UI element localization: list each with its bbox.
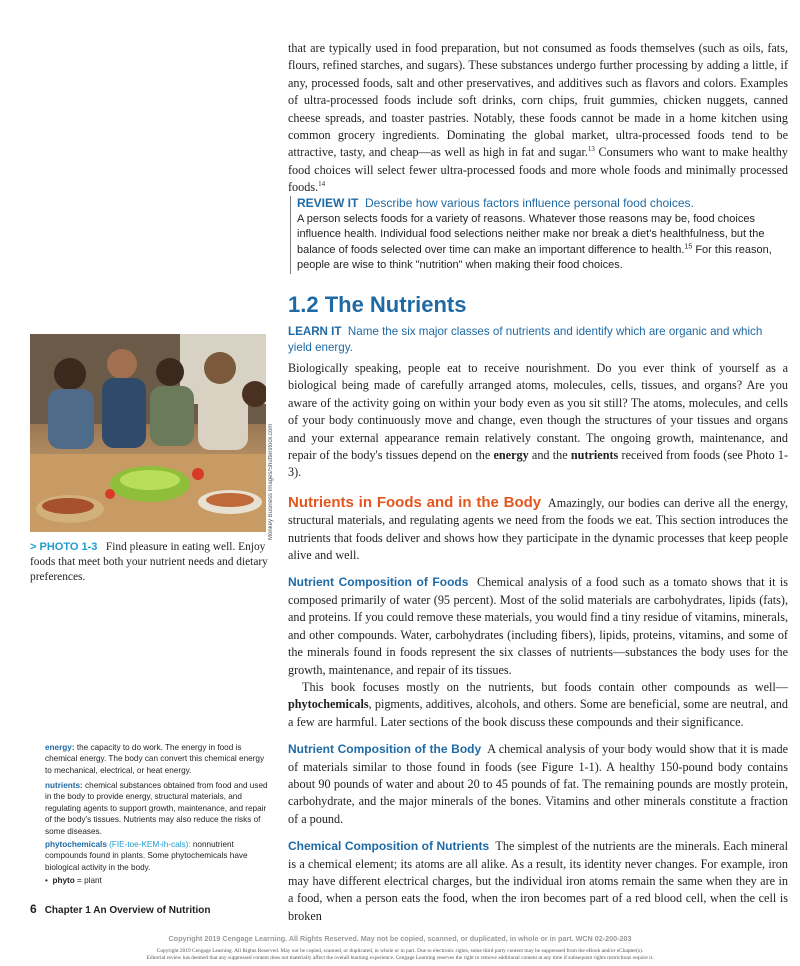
body-paragraph <box>288 741 788 828</box>
copyright-fineprint <box>0 948 800 962</box>
p5-text: A chemical analysis of your body would show that it is made of materials similar to those found in foods (see Figure 1-1). A healthy 150-pound body contains about 90 pounds of water and about 20 to 45 pounds of fat. The remaining pounds are mostly protein, carbohydrate, and the major minerals of the bones. Vitamins and other minerals constitute a fraction of a pound. <box>288 742 789 826</box>
p1-text-b: received from foods (see Photo 1-3). <box>288 448 788 480</box>
intro-text-b: Consumers who want to make healthy food choices will select fewer ultra-processed foods and more whole foods and minimally processed foods. <box>288 145 788 195</box>
body-paragraph <box>288 679 788 731</box>
p1-text-a: Biologically speaking, people eat to receive nourishment. Do you ever think of yourself as a biological being made of carefully arranged atoms, molecules, cells, tissues, and organs? Are you aware of the activity going on within your body even as you sit still? The atoms, molecules, and cells of your body continuously move and change, even though the structures of your tissues and organs and your external appearance remain relatively constant. The ongoing growth, maintenance, and repair of the body's tissues depend on the <box>288 361 788 463</box>
p4-text-b: , pigments, additives, alcohols, and others. Some are beneficial, some are neutral, and a few are harmful. Later sections of the book discuss these compounds and their significance. <box>288 697 788 729</box>
glossary-energy <box>45 742 270 776</box>
photo-illustration <box>30 334 266 532</box>
p4-text-a: This book focuses mostly on the nutrients, but foods contain other compounds as well— <box>302 679 788 694</box>
bullet: • <box>45 876 48 885</box>
review-it-label: REVIEW IT <box>297 196 359 210</box>
photo-credit: Monkey Business Images/Shutterstock.com <box>268 423 274 540</box>
section-title: 1.2 The Nutrients <box>288 292 467 317</box>
body-paragraph <box>288 574 788 678</box>
subsection-heading: Nutrients in Foods and in the Body <box>288 493 542 511</box>
photo-people-eating <box>30 334 266 532</box>
footnote-ref: 14 <box>318 180 326 189</box>
p3-text: Chemical analysis of a food such as a tomato shows that it is composed primarily of water (95 percent). Most of the solid materials are carbohydrates, lipids (fats), and proteins. If you could remove these materials, you would find a tiny residue of vitamins, minerals, and other compounds. Water, carbohydrates (including fibers), lipids, proteins, vitamins, and some of the minerals found in foods represent the six classes of nutrients—substances the body uses for the growth, maintenance, and repair of its tissues. <box>288 575 788 677</box>
glossary-pronunciation: (FIE-toe-KEM-ih-cals): <box>106 840 191 849</box>
intro-text-a: that are typically used in food preparation, but not consumed as foods themselves (such as oils, fats, flours, refined starches, and sugars). These substances undergo further processing by adding a little, if any, processed foods, salt and other preservatives, and additives such as flavors and colors. Examples of ultra-processed foods include soft drinks, corn chips, fruit gummies, chicken nuggets, canned cheese spreads, and toaster pastries. Notably, these foods cannot be made in a home kitchen using common grocery ingredients. Dominating the global market, ultra-processed foods tend to be attractive, tasty, and cheap—as well as high in fat and sugar. <box>288 41 788 160</box>
glossary-term: phytochemicals <box>45 840 107 849</box>
review-text-a: A person selects foods for a variety of reasons. Whatever those reasons may be, food choices influence health. Individual food selections neither make nor break a diet's healthfulness, but the balance of foods selected over time can make an important difference to health. <box>297 212 765 256</box>
glossary-term: energy: <box>45 743 75 752</box>
photo-caption <box>30 540 270 585</box>
photo-caption-text: Find pleasure in eating well. Enjoy foods that meet both your nutrient needs and dietary preferences. <box>30 541 268 583</box>
intro-paragraph <box>288 40 788 197</box>
learn-it <box>288 324 788 356</box>
glossary-root: phyto <box>52 876 75 885</box>
copyright-notice: Copyright 2019 Cengage Learning. All Rights Reserved. May not be copied, scanned, or duplicated, in whole or in part. WCN 02-200-203 <box>168 934 632 943</box>
footnote-ref: 13 <box>587 145 595 154</box>
glossary-root-definition: = plant <box>74 876 102 885</box>
glossary-definition: nonnutrient compounds found in plants. Some phytochemicals have biological activity in the body. <box>45 840 248 872</box>
p2-text: Amazingly, our bodies can derive all the energy, structural materials, and regulating agents we need from the foods we eat. This section introduces the nutrients that foods deliver and shows how they participate in the dynamic processes that keep people alive and well. <box>288 495 788 563</box>
copyright-line: Editorial review has deemed that any suppressed content does not materially affect the overall learning experience. Cengage Learning reserves the right to remove additional content at any time if subsequent rights restrictions require it. <box>146 955 654 961</box>
glossary-definition: the capacity to do work. The energy in food is chemical energy. The body can convert this chemical energy to mechanical, electrical, or heat energy. <box>45 743 265 775</box>
glossary-nutrients <box>45 780 270 837</box>
glossary-phyto-root <box>45 875 270 886</box>
footnote-ref: 15 <box>684 243 693 251</box>
run-in-heading: Chemical Composition of Nutrients <box>288 839 490 854</box>
learn-it-text: Name the six major classes of nutrients and identify which are organic and which yield energy. <box>288 325 763 354</box>
p1-text-and: and the <box>528 448 571 463</box>
page-number: 6 <box>30 902 37 916</box>
term-phytochemicals: phytochemicals <box>288 697 369 712</box>
learn-it-label: LEARN IT <box>288 325 342 338</box>
main-body <box>288 360 788 925</box>
review-it-prompt: Describe how various factors influence personal food choices. <box>365 196 694 210</box>
glossary-term: nutrients: <box>45 781 83 790</box>
review-it-heading <box>297 196 795 212</box>
run-in-heading: Nutrient Composition of the Body <box>288 742 482 757</box>
copyright-line: Copyright 2019 Cengage Learning. All Rights Reserved. May not be copied, scanned, or duplicated, in whole or in part. Due to electronic rights, some third party content may be suppressed from the eBook and/or eChapter(s). <box>156 948 644 954</box>
glossary-phytochemicals <box>45 839 270 873</box>
p6-text: The simplest of the nutrients are the minerals. Each mineral is a chemical element; its atoms are all alike. As a result, its identity never changes. For example, iron may have different electrical charges, but the individual iron atoms remain the same when they are in a food, when a person eats the food, when the iron becomes part of a red blood cell, when the cell is broken <box>288 839 788 923</box>
glossary-definition: chemical substances obtained from food and used in the body to provide energy, structural materials, and regulating agents to support growth, maintenance, and repair of the body's tissues. Nutrients may also reduce the risks of some diseases. <box>45 781 268 836</box>
review-text-b: For this reason, people are wise to think "nutrition" when making their food choices. <box>297 243 772 272</box>
run-in-heading: Nutrient Composition of Foods <box>288 575 469 590</box>
body-paragraph <box>288 838 788 925</box>
review-it-body <box>297 212 795 274</box>
photo-caption-label: > PHOTO 1-3 <box>30 541 98 553</box>
body-paragraph <box>288 360 788 482</box>
chapter-title: Chapter 1 An Overview of Nutrition <box>44 905 211 916</box>
review-it-box <box>290 196 795 274</box>
term-energy: energy <box>493 448 529 463</box>
page-footer <box>30 902 210 916</box>
term-nutrients: nutrients <box>570 448 619 463</box>
body-paragraph <box>288 494 788 565</box>
